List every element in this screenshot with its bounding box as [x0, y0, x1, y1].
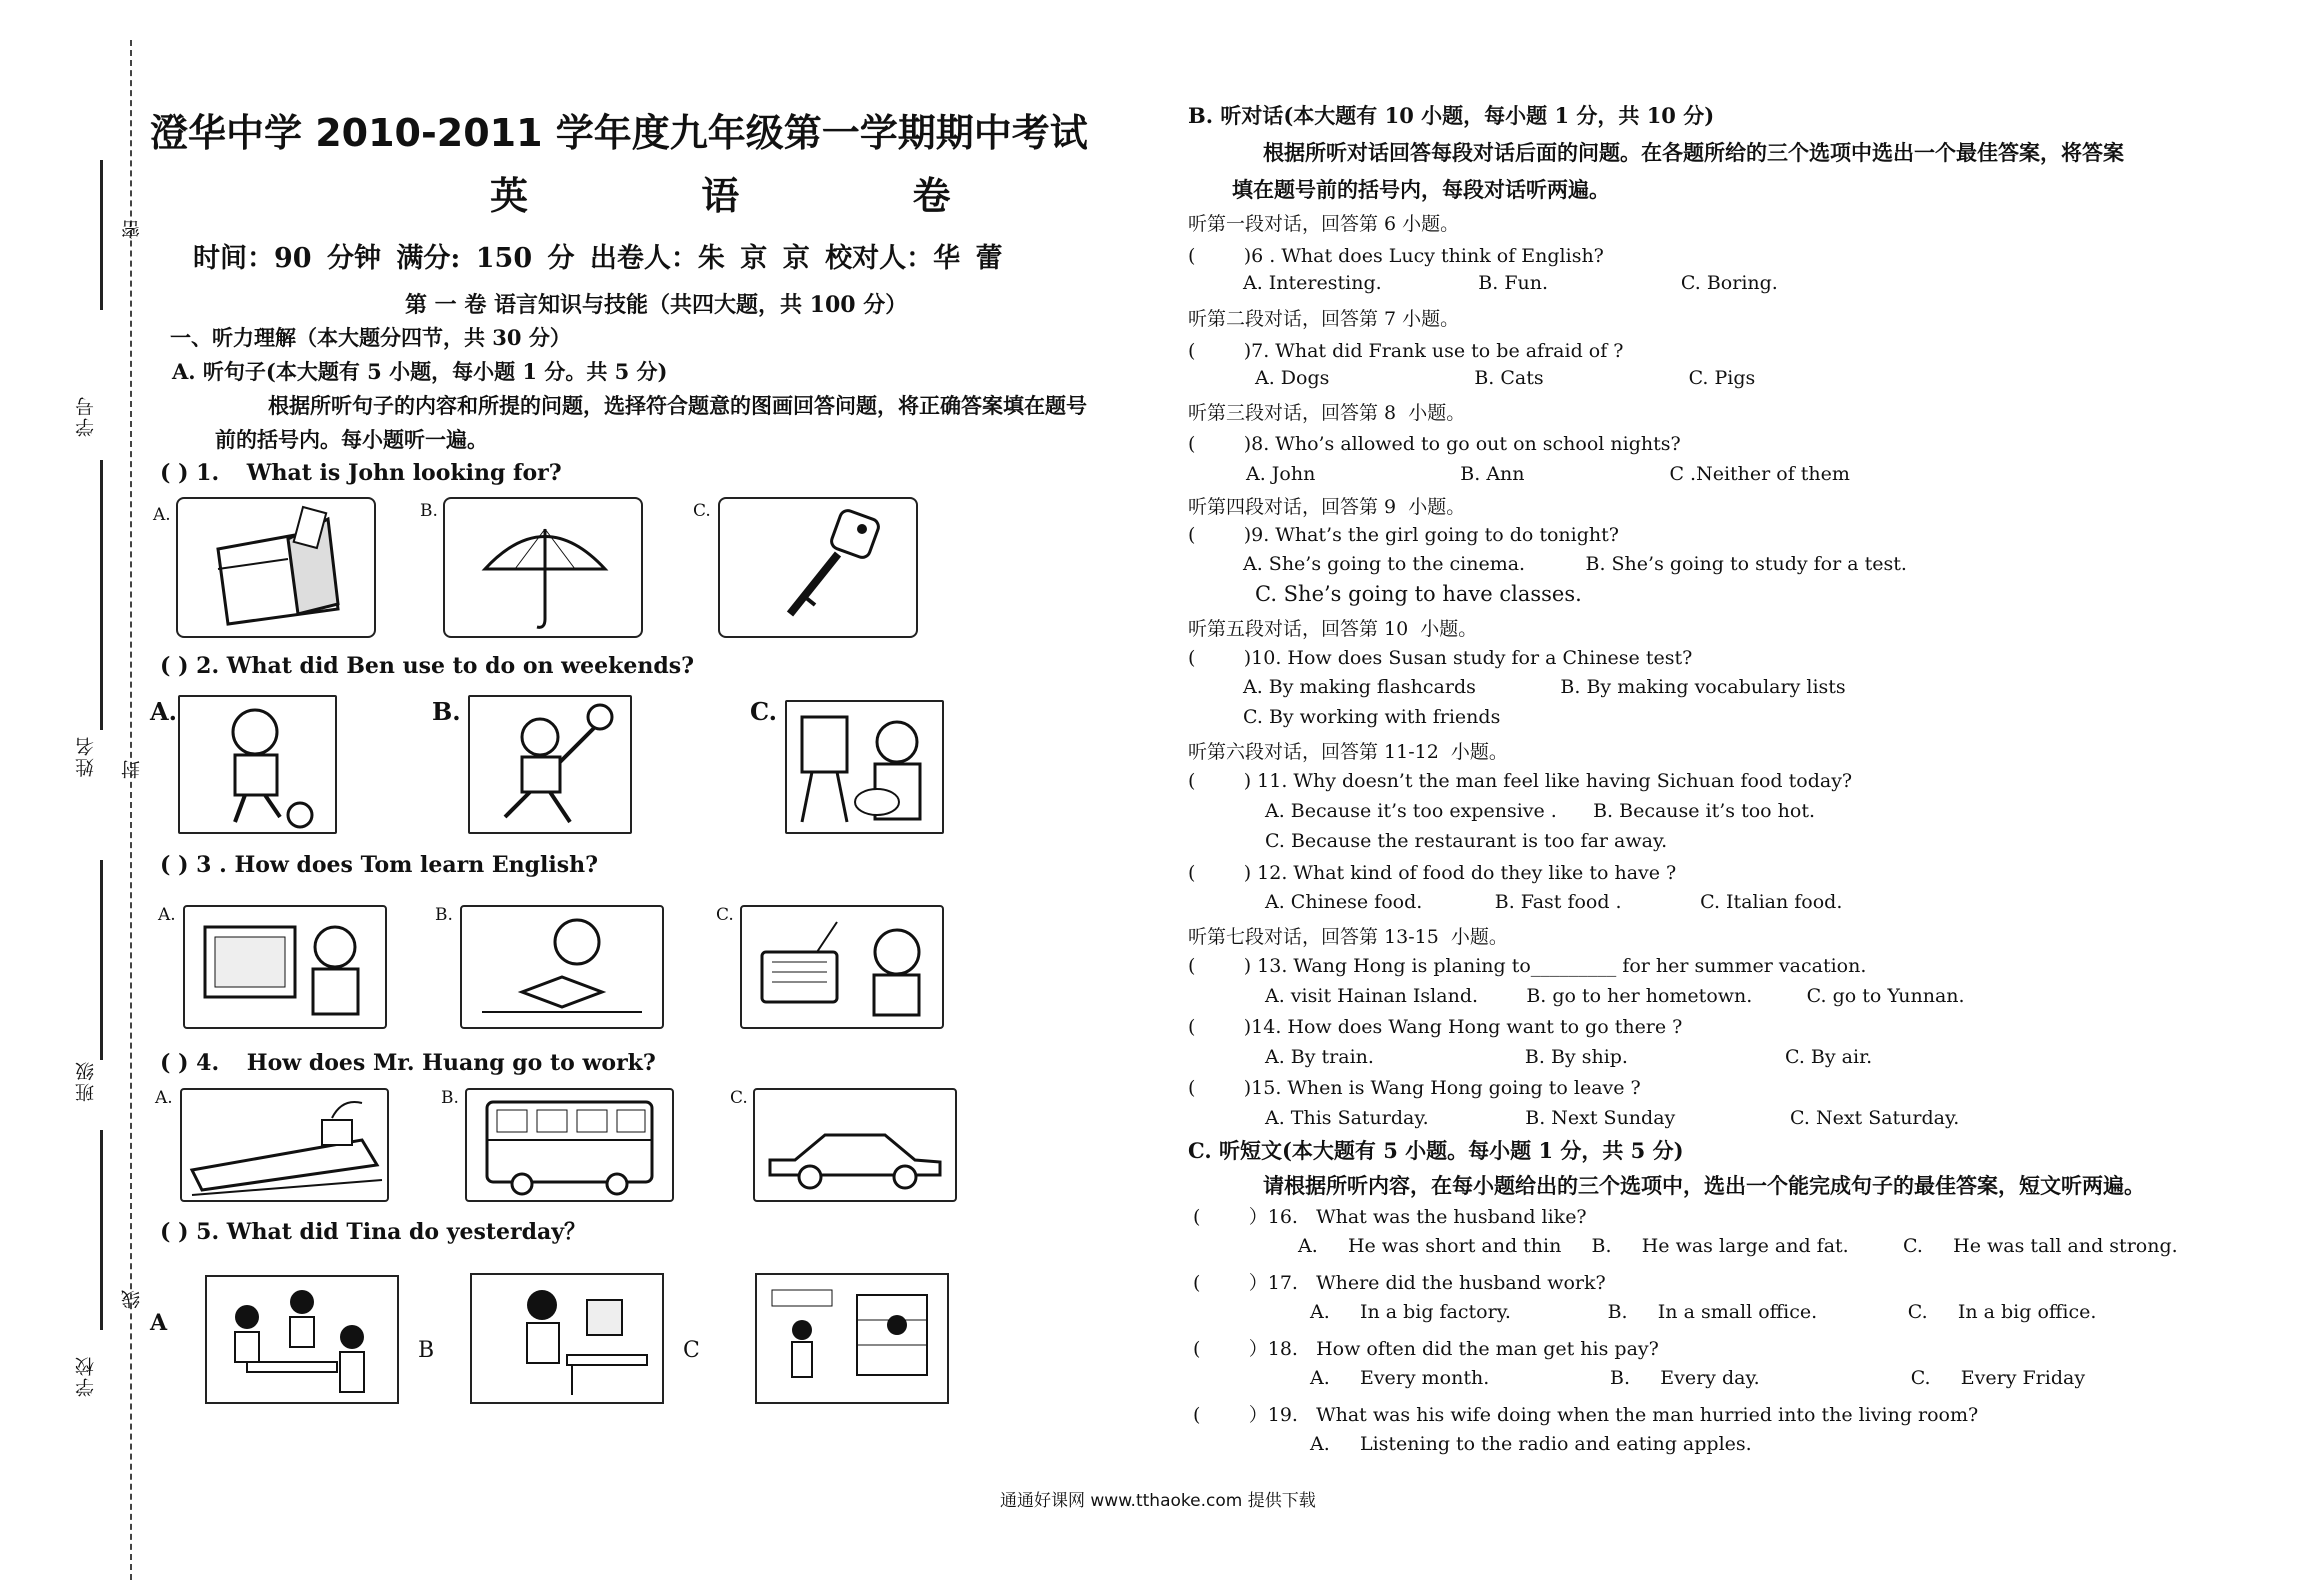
part-b-line: ( )7. What did Frank use to be afraid of ?	[1188, 340, 1624, 362]
question-text: What is John looking for?	[246, 460, 562, 486]
part-b-line: ( )14. How does Wang Hong want to go there ?	[1188, 1016, 1683, 1038]
library-icon	[757, 1275, 947, 1402]
part-b-line: A. She’s going to the cinema. B. She’s going to study for a test.	[1243, 553, 1907, 575]
painting-picture	[785, 700, 944, 834]
exam-info: 时间：90 分钟 满分: 150 分 出卷人：朱 京 京 校对人：华 蕾	[193, 243, 1003, 274]
part-b-line: ( ) 13. Wang Hong is planing to_________ for her summer vacation.	[1188, 955, 1867, 977]
part-b-line: ( )6 . What does Lucy think of English?	[1188, 245, 1604, 267]
soccer-player-icon	[180, 697, 335, 832]
key-icon	[720, 499, 916, 636]
part-b-line: 听第一段对话，回答第 6 小题。	[1188, 213, 1460, 235]
question-text: How does Mr. Huang go to work?	[246, 1050, 656, 1076]
part-a-instruction-2: 前的括号内。每小题听一遍。	[215, 427, 488, 452]
part-b-line: A. John B. Ann C .Neither of them	[1246, 463, 1850, 485]
library-picture	[755, 1273, 949, 1404]
question-text: What did Tina do yesterday？	[226, 1219, 587, 1245]
part-b-heading: B. 听对话(本大题有 10 小题，每小题 1 分，共 10 分)	[1188, 103, 1715, 128]
part-b-line: ( )15. When is Wang Hong going to leave ?	[1188, 1077, 1641, 1099]
part-c-line: A. Every month. B. Every day. C. Every Friday	[1310, 1367, 2086, 1389]
bus-icon	[467, 1090, 672, 1200]
part-a-instruction: 根据所听句子的内容和所提的问题，选择符合题意的图画回答问题，将正确答案填在题号	[268, 393, 1087, 418]
part-b-line: ( ) 12. What kind of food do they like to have ?	[1188, 862, 1677, 884]
part-b-line: A. This Saturday. B. Next Sunday C. Next Saturday.	[1265, 1107, 1960, 1129]
margin-label-class: 班级	[75, 1060, 97, 1102]
option-label: A.	[155, 1088, 173, 1108]
part-c-line: ( ）18. How often did the man get his pay?	[1193, 1338, 1659, 1360]
part-b-line: 听第六段对话，回答第 11-12 小题。	[1188, 741, 1508, 763]
part-c-instruction: 请根据所听内容，在每小题给出的三个选项中，选出一个能完成句子的最佳答案，短文听两遍。	[1263, 1173, 2145, 1198]
part-b-line: ( )8. Who’s allowed to go out on school nights?	[1188, 433, 1681, 455]
part-c-line: ( ）16. What was the husband like?	[1193, 1206, 1587, 1228]
cut-mark-feng: 封	[121, 760, 143, 779]
option-label: B.	[432, 697, 461, 726]
meeting-picture	[205, 1275, 399, 1404]
bus-picture	[465, 1088, 674, 1202]
umbrella-picture	[443, 497, 643, 638]
part-b-line: ( )9. What’s the girl going to do tonight?	[1188, 524, 1619, 546]
book-reader-icon	[462, 907, 662, 1027]
part-b-line: A. Dogs B. Cats C. Pigs	[1255, 367, 1756, 389]
exam-title: 澄华中学 2010-2011 学年度九年级第一学期期中考试	[150, 111, 1088, 155]
exam-subtitle: 英 语 卷	[490, 174, 1031, 218]
desk-computer-icon	[472, 1275, 662, 1402]
option-label: B.	[435, 905, 453, 925]
margin-rule	[100, 460, 103, 730]
option-label: A.	[153, 505, 171, 525]
car-icon	[755, 1090, 955, 1200]
reading-picture	[460, 905, 664, 1029]
question-number: ( ) 3 .	[160, 852, 227, 878]
question-1	[160, 460, 562, 486]
basketball-picture	[468, 695, 632, 834]
question-number: ( ) 2.	[160, 653, 220, 679]
basketball-player-icon	[470, 697, 630, 832]
part-c-line: A. In a big factory. B. In a small office. C. In a big office.	[1310, 1301, 2097, 1323]
margin-rule	[100, 1130, 103, 1330]
part-b-line: A. visit Hainan Island. B. go to her hometown. C. go to Yunnan.	[1265, 985, 1965, 1007]
part-b-line: A. Because it’s too expensive . B. Because it’s too hot.	[1265, 800, 1815, 822]
option-label: A	[150, 1310, 168, 1336]
option-label: C.	[750, 697, 778, 726]
page-footer: 通通好课网 www.tthaoke.com 提供下载	[1000, 1491, 1316, 1511]
option-label: C.	[693, 501, 711, 521]
option-label: A.	[158, 905, 176, 925]
part-b-line: 听第三段对话，回答第 8 小题。	[1188, 402, 1466, 424]
question-text: What did Ben use to do on weekends?	[226, 653, 694, 679]
part-b-line: A. By train. B. By ship. C. By air.	[1265, 1046, 1873, 1068]
option-label: C.	[716, 905, 734, 925]
question-2	[160, 653, 694, 679]
question-number: ( ) 4.	[160, 1050, 220, 1076]
part-b-instruction-2: 填在题号前的括号内，每段对话听两遍。	[1232, 177, 1610, 202]
part-c-line: ( ）17. Where did the husband work?	[1193, 1272, 1606, 1294]
option-label: C	[683, 1338, 700, 1363]
binding-dashed-line	[130, 40, 132, 1580]
question-5	[160, 1215, 586, 1246]
part-b-line: 听第五段对话，回答第 10 小题。	[1188, 618, 1478, 640]
question-number: ( ) 1.	[160, 460, 220, 486]
cut-mark-xian: 线	[121, 1290, 143, 1309]
train-picture	[180, 1088, 389, 1202]
computer-icon	[185, 907, 385, 1027]
part-b-line: C. She’s going to have classes.	[1255, 582, 1582, 606]
question-text: How does Tom learn English?	[234, 852, 599, 878]
question-3	[160, 852, 598, 878]
radio-picture	[740, 905, 944, 1029]
train-icon	[182, 1090, 387, 1200]
option-label: C.	[730, 1088, 748, 1108]
part-b-line: A. Chinese food. B. Fast food . C. Italian food.	[1265, 891, 1843, 913]
computer-picture	[183, 905, 387, 1029]
wallet-icon	[178, 499, 374, 636]
option-label: B	[418, 1338, 435, 1363]
option-label: A.	[150, 697, 177, 726]
part-b-line: ( ) 11. Why doesn’t the man feel like having Sichuan food today?	[1188, 770, 1853, 792]
part-b-line: A. By making flashcards B. By making vocabulary lists	[1243, 676, 1846, 698]
part-c-line: A. He was short and thin B. He was large and fat. C. He was tall and strong.	[1298, 1235, 2178, 1257]
part-b-line: C. By working with friends	[1243, 706, 1501, 728]
part-b-line: 听第二段对话，回答第 7 小题。	[1188, 308, 1460, 330]
margin-label-name: 姓名	[75, 735, 97, 777]
part-b-line: ( )10. How does Susan study for a Chinese test?	[1188, 647, 1693, 669]
umbrella-icon	[445, 499, 641, 636]
part-b-line: C. Because the restaurant is too far away.	[1265, 830, 1668, 852]
option-label: B.	[441, 1088, 459, 1108]
radio-icon	[742, 907, 942, 1027]
part-heading: 第 一 卷 语言知识与技能（共四大题，共 100 分）	[405, 292, 908, 318]
margin-label-student-no: 学号	[75, 395, 97, 437]
part-b-line: 听第四段对话，回答第 9 小题。	[1188, 496, 1466, 518]
soccer-picture	[178, 695, 337, 834]
section-heading: 一、听力理解（本大题分四节，共 30 分）	[170, 325, 571, 350]
part-a-heading: A. 听句子(本大题有 5 小题，每小题 1 分。共 5 分)	[172, 359, 668, 384]
part-b-instruction: 根据所听对话回答每段对话后面的问题。在各题所给的三个选项中选出一个最佳答案，将答案	[1263, 140, 2124, 165]
question-4	[160, 1050, 656, 1076]
part-c-line: A. Listening to the radio and eating apples.	[1310, 1433, 1752, 1455]
painter-icon	[787, 702, 942, 832]
people-icon	[207, 1277, 397, 1402]
margin-label-school: 学校	[75, 1355, 97, 1397]
part-b-line: 听第七段对话，回答第 13-15 小题。	[1188, 926, 1508, 948]
part-b-line: A. Interesting. B. Fun. C. Boring.	[1243, 272, 1778, 294]
question-number: ( ) 5.	[160, 1219, 220, 1245]
cut-mark-mi: 密	[121, 220, 143, 239]
option-label: B.	[420, 501, 438, 521]
car-picture	[753, 1088, 957, 1202]
margin-rule	[100, 860, 103, 1060]
part-c-heading: C. 听短文(本大题有 5 小题。每小题 1 分，共 5 分)	[1188, 1138, 1684, 1163]
office-picture	[470, 1273, 664, 1404]
margin-rule	[100, 160, 103, 310]
wallet-picture	[176, 497, 376, 638]
key-picture	[718, 497, 918, 638]
part-c-line: ( ）19. What was his wife doing when the man hurried into the living room?	[1193, 1404, 1979, 1426]
